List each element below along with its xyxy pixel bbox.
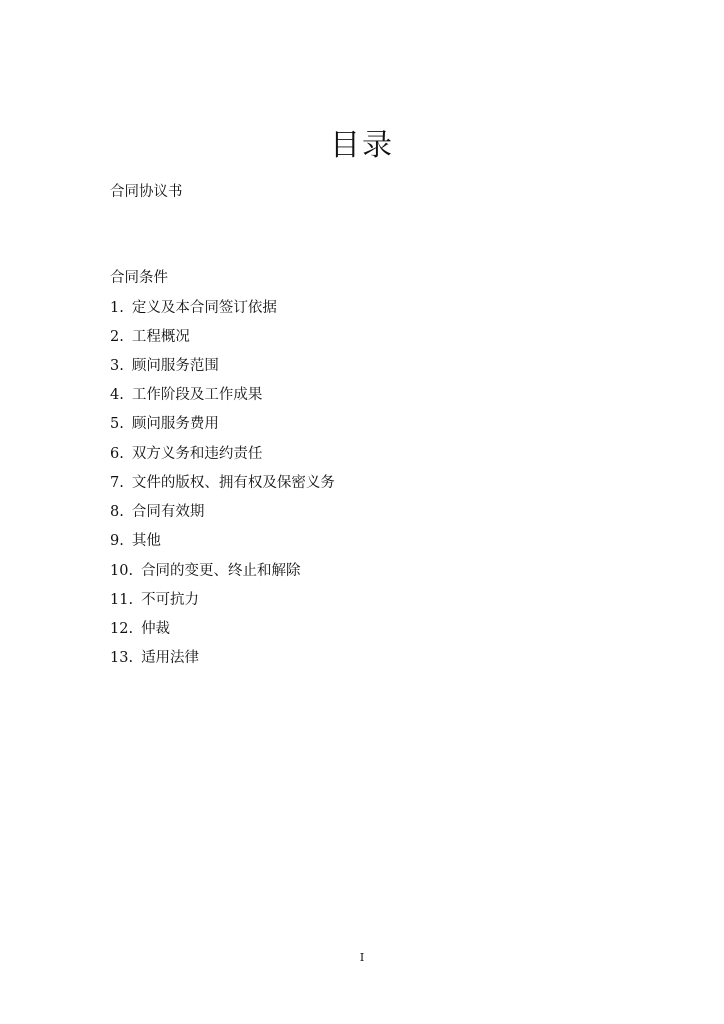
toc-entry [110,414,219,434]
toc-entry-number: 5. [110,416,124,432]
toc-entry-number: 1. [110,300,124,316]
toc-entry-text: 合同的变更、终止和解除 [141,563,301,579]
toc-entry-text: 顾问服务范围 [131,358,219,374]
toc-entry-number: 7. [110,475,124,491]
toc-entry-text: 合同有效期 [131,504,205,520]
toc-entry-number: 10. [110,563,134,579]
toc-entry-number: 4. [110,387,124,403]
toc-entry [110,561,301,581]
toc-entry-text: 工作阶段及工作成果 [131,387,263,403]
toc-entry-number: 6. [110,446,124,462]
toc-entry [110,298,277,318]
toc-entry-text: 仲裁 [141,621,171,637]
toc-entry [110,444,262,464]
toc-entry-number: 9. [110,533,124,549]
page-title: 目录 [330,128,394,163]
toc-entry-number: 13. [110,650,134,666]
toc-entry [110,327,190,347]
toc-entry-text: 适用法律 [141,650,200,666]
toc-entry [110,473,335,493]
toc-entry-number: 8. [110,504,124,520]
toc-entry-text: 工程概况 [131,329,190,345]
toc-entry [110,590,199,610]
toc-entry-number: 2. [110,329,124,345]
toc-entry-number: 3. [110,358,124,374]
toc-entry-text: 双方义务和违约责任 [131,446,263,462]
toc-entry [110,356,219,376]
toc-entry-text: 其他 [131,533,161,549]
toc-entry [110,385,262,405]
toc-entry-text: 顾问服务费用 [131,416,219,432]
toc-entry [110,531,161,551]
toc-entry-text: 定义及本合同签订依据 [131,300,277,316]
toc-entry-text: 不可抗力 [141,592,200,608]
toc-entry-number: 11. [110,592,134,608]
toc-entry-number: 12. [110,621,134,637]
toc-entry-text: 文件的版权、拥有权及保密义务 [131,475,335,491]
toc-entry [110,648,199,668]
toc-entry [110,619,170,639]
toc-entry-agreement: 合同协议书 [110,184,183,200]
toc-section-heading: 合同条件 [110,270,168,286]
page-number: I [359,951,365,964]
toc-entry [110,502,204,522]
